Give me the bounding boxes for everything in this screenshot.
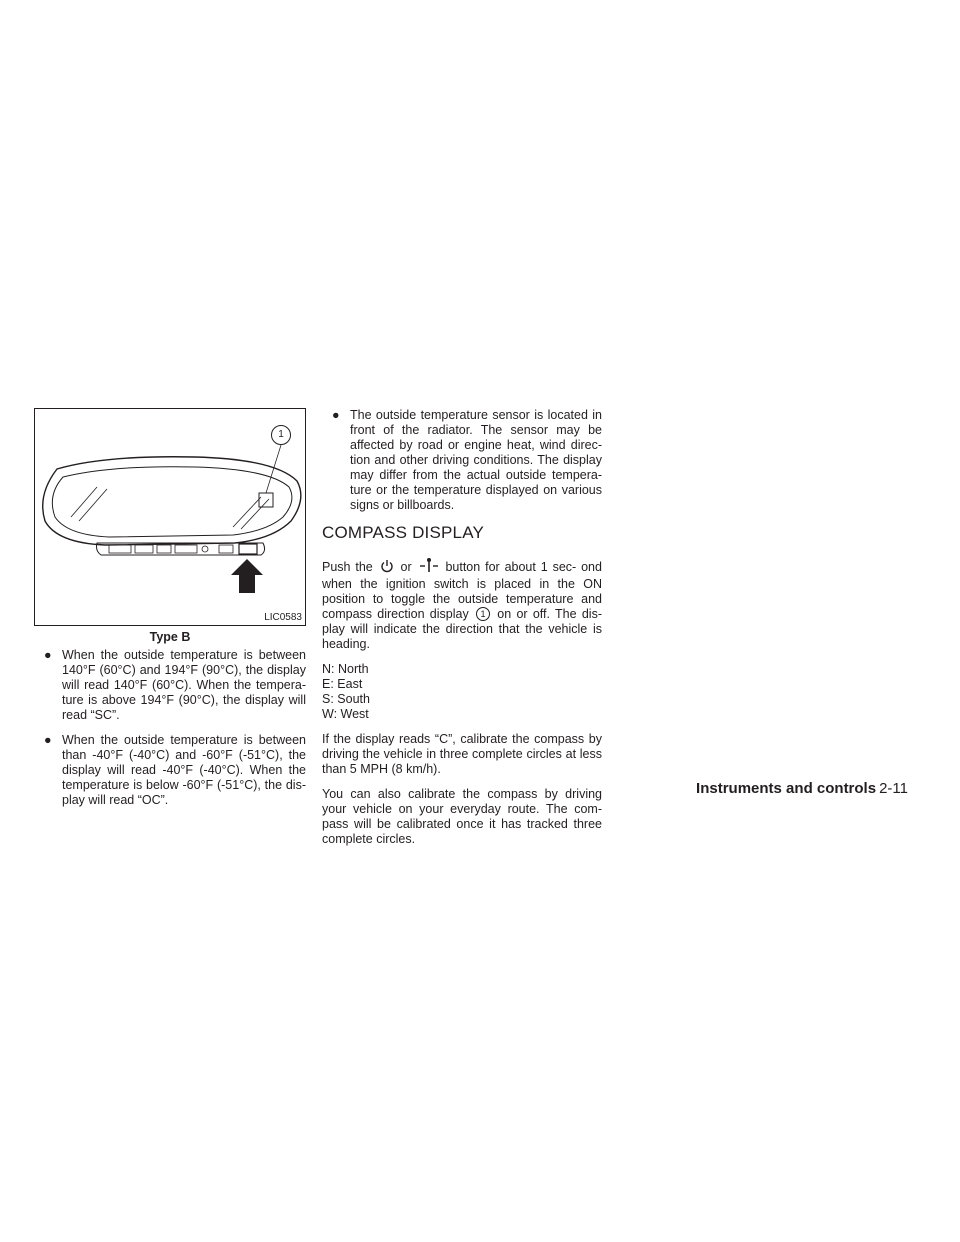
compass-instructions [322,557,602,652]
figure-callout: 1 [271,425,291,445]
power-icon [380,559,394,577]
direction-item: S: South [322,692,370,706]
page-footer [696,780,908,798]
instruction-text: button for about 1 sec- ond when the ignition switch is placed in the ON position to toggle the outside temperature and compass direction display [322,560,602,621]
section-name: Instruments and controls [696,780,877,797]
section-heading: COMPASS DISPLAY [322,523,485,542]
left-column [34,648,306,818]
direction-item: N: North [322,662,369,676]
figure-code: LIC0583 [264,612,302,623]
bullet-text: The outside temperature sensor is located in front of the radiator. The sensor may be affected by road or engine heat, wind direc- tion and other driving conditions. The display may differ from the actual outside tempera- ture or the temperature displayed on various signs or billboards. [350,408,602,512]
mirror-illustration [34,408,306,626]
bullet-icon: ● [44,733,52,747]
bullet-text: When the outside temperature is between 140°F (60°C) and 194°F (90°C), the display will read 140°F (60°C). When the tempera- ture is above 194°F (90°C), the display will read “SC”. [62,648,306,722]
bullet-item [34,733,306,808]
bullet-item [322,408,602,513]
bullet-text: When the outside temperature is between than -40°F (-40°C) and -60°F (-51°C), the display will read -40°F (-40°C). When the temperature is below -60°F (-51°C), the dis- play will read “OC”. [62,733,306,807]
bullet-icon: ● [44,648,52,662]
calibration-paragraph: If the display reads “C”, calibrate the compass by driving the vehicle in three complete circles at less than 5 MPH (8 km/h). [322,732,602,776]
rearview-mirror-drawing [35,409,305,625]
pointer-arrow-icon [231,559,263,593]
compass-button-icon [419,557,439,577]
direction-item: W: West [322,707,369,721]
figure-caption: Type B [149,630,191,644]
bullet-icon: ● [332,408,340,422]
direction-list [322,662,602,722]
page-number: 2-11 [879,780,908,797]
right-column [322,408,602,857]
instruction-text: on or off. The dis- play will indicate the direction that the vehicle is heading. [322,607,603,651]
instruction-text: Push the [322,560,373,574]
bullet-item [34,648,306,723]
direction-item: E: East [322,677,363,691]
instruction-text: or [400,560,412,574]
calibration-paragraph: You can also calibrate the compass by driving your vehicle on your everyday route. The com- pass will be calibrated once it has tracked three complete circles. [322,787,602,846]
callout-marker: 1 [476,607,490,621]
